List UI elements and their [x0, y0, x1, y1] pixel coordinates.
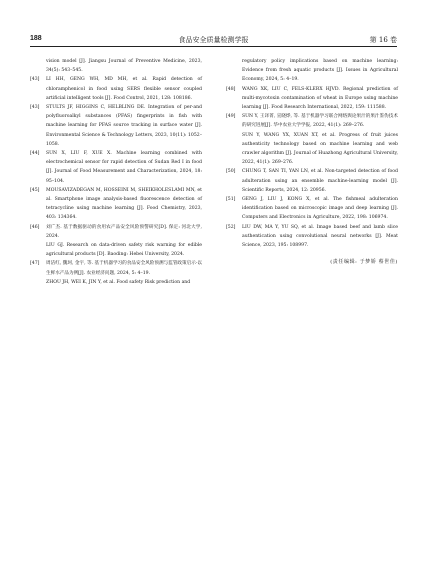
right-reference-column [226, 57, 398, 267]
reference-text: SUN Y, WANG YX, XUAN XT, et al. Progress of fruit juices authenticity technology based on machine learning and web crawler algorithm [J]. Journal of Huazhong Agricultural University, 2022, 41(1): 269–276. [242, 132, 398, 166]
reference-number: [47] [30, 261, 40, 267]
reference-number: [44] [30, 151, 40, 157]
reference-text: vision model [J]. Jiangsu Journal of Preventive Medicine, 2023, 34(5): 543–545. [46, 59, 202, 74]
right-reference-list [226, 57, 398, 250]
reference-number: [43] [30, 105, 40, 111]
reference-text: CHUNG T, SAN TI, YAN LN, et al. Non-targeted detection of food adulteration using an ensemble machine-learning model [J]. Scientific Reports, 2024, 12: 20956. [242, 169, 398, 193]
reference-number: [52] [226, 224, 236, 230]
reference-entry [226, 223, 398, 251]
reference-text: SUN Y, 王译菁, 宣晓烨, 等. 基于机器学习联合网络舆论果汁的果汁鉴伪技术的研究进展[J]. 华中农业大学学报, 2022, 41(1): 269–276. [242, 114, 398, 129]
reference-number: [48] [226, 86, 236, 92]
reference-text: ZHOU JH, WEI K, JIN Y, et al. Food safety Risk prediction and [46, 279, 191, 285]
left-reference-column [30, 57, 202, 287]
editor-note: (责任编辑: 于梦娇 蔡世佳) [330, 259, 398, 266]
reference-text: WANG XK, LIU C, FELS-KLERX HJVD. Regional prediction of multi-mycotoxin contamination of wheat in Europe using machine learning [J]. Food Research International, 2022, 159: 111588. [242, 86, 398, 111]
reference-entry [30, 186, 202, 223]
reference-entry [30, 259, 202, 277]
reference-text: STULTS JF, HIGGINS C, HELBLING DE. Integration of per-and polyfluoroalkyl substances (PFAS) fingerprints in fish with machine learning for PFAS source tracking in surface water [J]. Environmental Science & Technology Letters, 2023, 10(11): 1052–1058. [46, 105, 202, 147]
reference-entry [226, 85, 398, 113]
reference-number: [50] [226, 169, 236, 175]
reference-entry [30, 278, 202, 287]
reference-text: MOUSAVIZADEGAN M, HOSSEINI M, SHEIKHOLESLAMI MN, et al. Smartphone image analysis-based fluorescence detection of tetracycline using machine learning [J]. Food Chemistry, 2023, 403: 134364. [46, 187, 202, 221]
reference-entry [30, 149, 202, 186]
reference-entry [30, 241, 202, 259]
reference-text: LI HH, GENG WH, MD MH, et al. Rapid detection of chloramphenicol in food using SERS flexible sensor coupled artificial intelligent tools [J]. Food Control, 2021, 128: 108186. [46, 77, 202, 101]
reference-entry [30, 223, 202, 241]
reference-number: [51] [226, 197, 236, 203]
reference-number: [49] [226, 114, 236, 120]
reference-entry [226, 57, 398, 85]
reference-text: 刘广杰. 基于数据驱动的食用农产品安全风险预警研究[D]. 保定: 河北大学, 2024. [46, 224, 202, 239]
journal-title: 食品安全质量检测学报 [178, 36, 249, 44]
reference-entry [30, 57, 202, 75]
page-header [30, 30, 397, 47]
reference-text: LIU DW, MA Y, YU SQ, et al. Image based beef and lamb slice authentication using convolutional neural networks [J]. Meat Science, 2023, 195: 108997. [242, 224, 398, 249]
reference-entry [226, 195, 398, 223]
reference-entry [226, 167, 398, 195]
reference-number: [45] [30, 187, 40, 193]
reference-entry [226, 112, 398, 130]
reference-text: 周洁红, 魏珂, 金宇, 等. 基于机器学习的食品安全风险预测与监管政策启示-以生鲜水产品为例[J]. 农业经济问题, 2024, 5: 4–19. [46, 261, 202, 276]
reference-text: regulatory policy implications based on machine learning: Evidence from fresh aquatic products [J]. Issues in Agricultural Economy, 2024, 5: 4–19. [242, 59, 398, 83]
reference-entry [226, 131, 398, 168]
reference-text: GENG J, LIU J, KONG X, et al. The fishmeal adulteration identification based on microscopic image and deep learning [J]. Computers and Electronics in Agriculture, 2022, 198: 106974. [242, 197, 398, 221]
reference-text: LIU GJ. Research on data-driven safety risk warning for edible agricultural products [D]. Baoding: Hebei University, 2024. [46, 243, 202, 258]
volume-label: 第 16 卷 [369, 36, 397, 44]
reference-text: SUN X, LIU F, XUE X. Machine learning combined with electrochemical sensor for rapid detection of Sudan Red I in food [J]. Journal of Food Measurement and Characterization, 2024, 18: 95–104. [46, 151, 202, 184]
page-number: 188 [30, 35, 42, 42]
reference-entry [30, 103, 202, 149]
reference-number: [43] [30, 77, 40, 83]
reference-entry [30, 75, 202, 103]
reference-number: [46] [30, 224, 40, 230]
